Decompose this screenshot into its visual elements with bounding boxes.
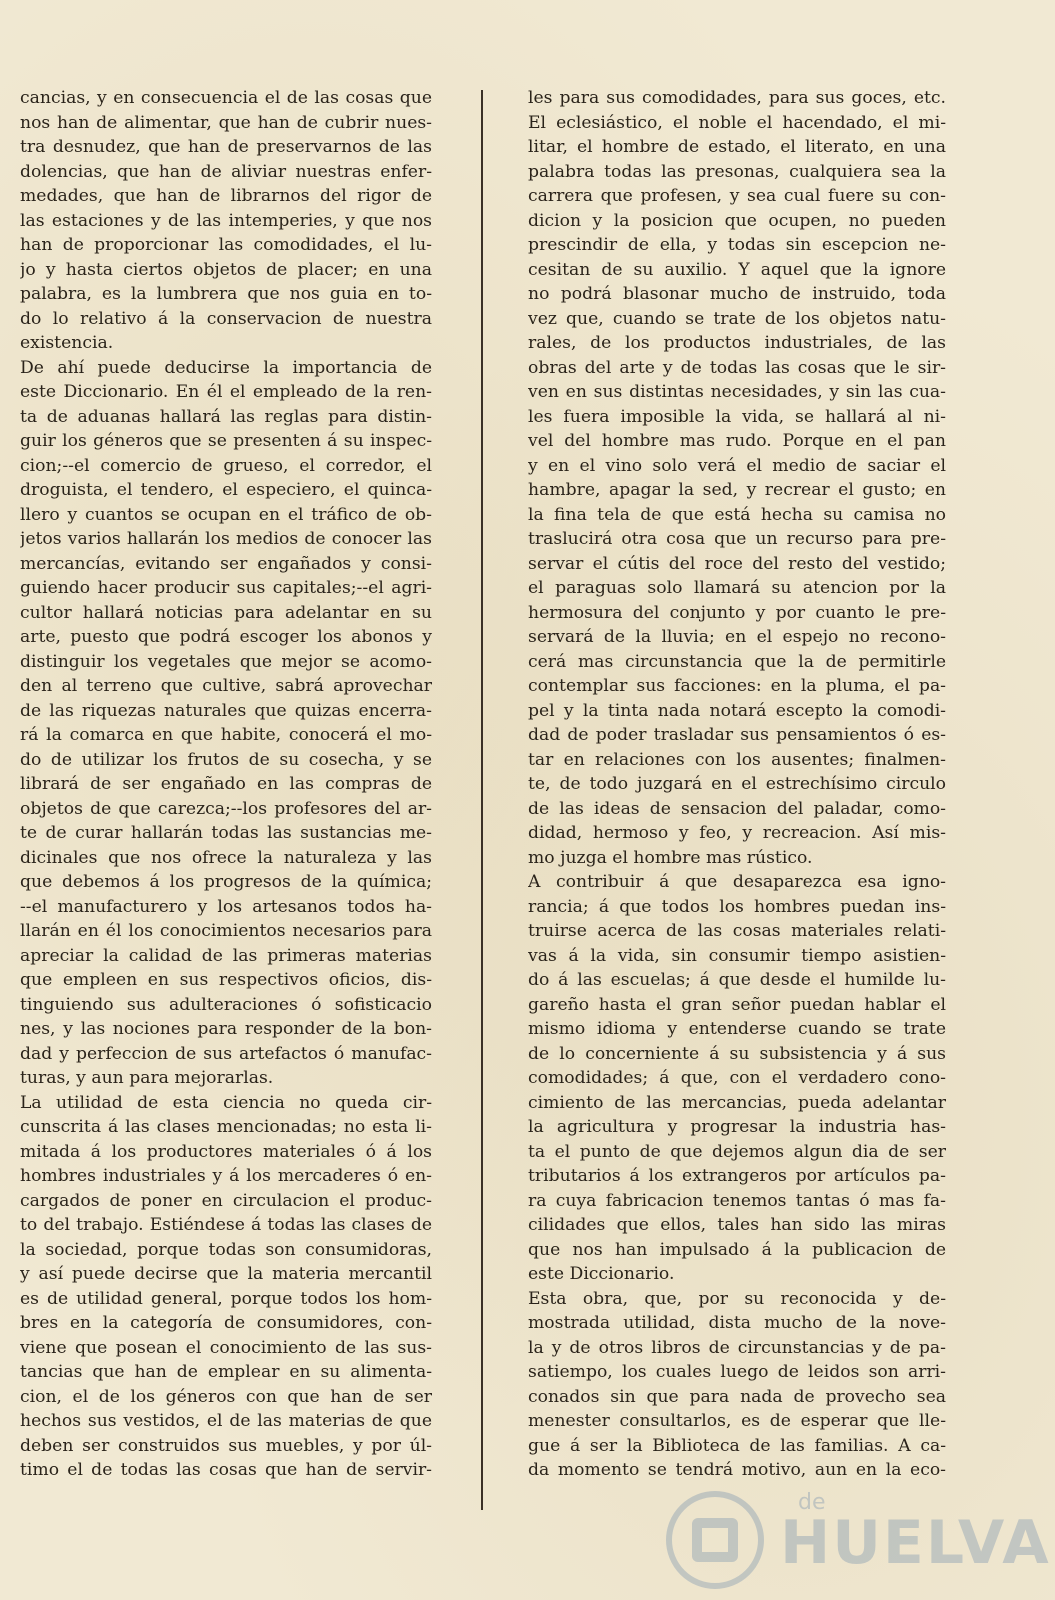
text-line: y así puede decirse que la materia mercantil: [20, 1264, 432, 1284]
text-line: librará de ser engañado en las compras de: [20, 774, 432, 794]
text-line: hambre, apagar la sed, y recrear el gusto; en: [528, 480, 946, 500]
text-line: llarán en él los conocimientos necesarios para: [20, 921, 432, 941]
text-line: dicinales que nos ofrece la naturaleza y las: [20, 847, 432, 868]
text-line: De ahí puede deducirse la importancia de: [20, 357, 432, 378]
text-column-left: [20, 86, 432, 1483]
text-line: vas á la vida, sin consumir tiempo asistien-: [528, 945, 946, 966]
text-line: rá la comarca en que habite, conocerá el mo-: [20, 725, 432, 745]
text-line: y en el vino solo verá el medio de saciar el: [528, 455, 946, 476]
text-line: cancias, y en consecuencia el de las cosas que: [20, 88, 432, 108]
text-line: llero y cuantos se ocupan en el tráfico de ob-: [20, 504, 432, 525]
text-line: el paraguas solo llamará su atencion por la: [528, 578, 946, 598]
text-line: que empleen en sus respectivos oficios, dis-: [20, 970, 432, 990]
text-line: jo y hasta ciertos objetos de placer; en una: [20, 259, 432, 280]
text-line: prescindir de ella, y todas sin escepcion ne-: [528, 235, 946, 255]
text-line: existencia.: [20, 333, 114, 353]
text-line: este Diccionario.: [528, 1264, 675, 1284]
text-line: ta el punto de que dejemos algun dia de ser: [528, 1141, 946, 1162]
text-line: rales, de los productos industriales, de las: [528, 333, 946, 353]
text-line: --el manufacturero y los artesanos todos ha-: [20, 896, 432, 917]
text-line: cultor hallará noticias para adelantar en su: [20, 602, 432, 623]
text-line: dad y perfeccion de sus artefactos ó manufac-: [20, 1043, 432, 1064]
text-line: menester consultarlos, es de esperar que lle-: [528, 1411, 946, 1431]
text-line: ven en sus distintas necesidades, y sin las cua-: [528, 382, 946, 402]
text-line: conados sin que para nada de provecho sea: [528, 1386, 946, 1407]
text-line: dolencias, que han de aliviar nuestras enfer-: [20, 161, 432, 182]
text-line: do lo relativo á la conservacion de nuestra: [20, 308, 432, 329]
library-watermark: [650, 1490, 1051, 1590]
text-line: didad, hermoso y feo, y recreacion. Así mis-: [528, 823, 946, 843]
text-line: de lo concerniente á su subsistencia y á sus: [528, 1043, 946, 1064]
column-divider: [481, 90, 483, 1510]
text-line: servar el cútis del roce del resto del vestido;: [528, 553, 946, 574]
text-line: cesitan de su auxilio. Y aquel que la ignore: [528, 259, 946, 280]
text-line: la fina tela de que está hecha su camisa no: [528, 504, 946, 525]
text-line: tinguiendo sus adulteraciones ó sofisticacio: [20, 994, 432, 1015]
text-line: mitada á los productores materiales ó á los: [20, 1141, 432, 1162]
text-line: La utilidad de esta ciencia no queda cir-: [20, 1092, 432, 1113]
text-line: den al terreno que cultive, sabrá aprovechar: [20, 676, 432, 696]
text-line: les fuera imposible la vida, se hallará al ni-: [528, 406, 946, 427]
text-line: cion;--el comercio de grueso, el corredor, el: [20, 455, 432, 476]
watermark-text: HUELVA: [780, 1508, 1051, 1578]
text-line: mostrada utilidad, dista mucho de la nove-: [528, 1313, 946, 1333]
text-line: han de proporcionar las comodidades, el lu-: [20, 235, 432, 255]
text-line: timo el de todas las cosas que han de servir-: [20, 1460, 432, 1480]
text-line: A contribuir á que desaparezca esa igno-: [528, 872, 946, 892]
text-line: mo juzga el hombre mas rústico.: [528, 847, 813, 868]
text-line: droguista, el tendero, el especiero, el quinca-: [20, 480, 432, 500]
seal-icon: [660, 1490, 770, 1590]
text-line: comodidades; á que, con el verdadero cono-: [528, 1068, 946, 1088]
text-line: litar, el hombre de estado, el literato, en una: [528, 137, 946, 157]
text-line: guiendo hacer producir sus capitales;--el agri-: [20, 578, 432, 598]
text-line: Esta obra, que, por su reconocida y de-: [528, 1288, 946, 1309]
text-line: ra cuya fabricacion tenemos tantas ó mas fa-: [528, 1190, 946, 1211]
text-line: este Diccionario. En él el empleado de la ren-: [20, 382, 432, 402]
text-line: jetos varios hallarán los medios de conocer las: [20, 529, 432, 549]
text-line: turas, y aun para mejorarlas.: [20, 1068, 274, 1088]
text-line: es de utilidad general, porque todos los hom-: [20, 1288, 432, 1309]
text-line: obras del arte y de todas las cosas que le sir-: [528, 357, 946, 378]
watermark-small-text: de: [798, 1490, 826, 1515]
text-line: truirse acerca de las cosas materiales relati-: [528, 921, 946, 941]
text-line: satiempo, los cuales luego de leidos son arri-: [528, 1362, 946, 1382]
text-line: tra desnudez, que han de preservarnos de las: [20, 137, 432, 157]
text-line: gareño hasta el gran señor puedan hablar el: [528, 994, 946, 1015]
text-line: no podrá blasonar mucho de instruido, toda: [528, 284, 946, 304]
text-line: les para sus comodidades, para sus goces, etc.: [528, 88, 946, 108]
text-line: hermosura del conjunto y por cuanto le pre-: [528, 602, 946, 623]
text-line: la sociedad, porque todas son consumidoras,: [20, 1239, 432, 1260]
text-line: cimiento de las mercancias, pueda adelantar: [528, 1092, 946, 1113]
text-line: ta de aduanas hallará las reglas para distin-: [20, 406, 432, 427]
text-line: cilidades que ellos, tales han sido las miras: [528, 1215, 946, 1235]
text-line: arte, puesto que podrá escoger los abonos y: [20, 627, 432, 647]
text-line: mismo idioma y entenderse cuando se trate: [528, 1019, 946, 1039]
text-line: viene que posean el conocimiento de las sus-: [20, 1337, 432, 1358]
text-line: carrera que profesen, y sea cual fuere su con-: [528, 186, 946, 206]
text-line: medades, que han de librarnos del rigor de: [20, 186, 432, 206]
text-line: palabra todas las presonas, cualquiera sea la: [528, 161, 946, 182]
text-line: te, de todo juzgará en el estrechísimo circulo: [528, 774, 946, 794]
text-line: distinguir los vegetales que mejor se acomo-: [20, 651, 432, 672]
text-line: do de utilizar los frutos de su cosecha, y se: [20, 749, 432, 770]
text-line: da momento se tendrá motivo, aun en la eco-: [528, 1460, 946, 1480]
text-line: tancias que han de emplear en su alimenta-: [20, 1362, 432, 1382]
text-line: dad de poder trasladar sus pensamientos ó es-: [528, 725, 946, 745]
text-line: El eclesiástico, el noble el hacendado, el mi-: [528, 112, 946, 133]
text-line: mercancías, evitando ser engañados y consi-: [20, 553, 432, 574]
text-line: to del trabajo. Estiéndese á todas las clases de: [20, 1215, 432, 1235]
text-line: contemplar sus facciones: en la pluma, el pa-: [528, 676, 946, 696]
text-line: palabra, es la lumbrera que nos guia en to-: [20, 284, 432, 304]
text-line: deben ser construidos sus muebles, y por úl-: [20, 1435, 432, 1456]
text-line: apreciar la calidad de las primeras materias: [20, 945, 432, 966]
text-line: bres en la categoría de consumidores, con-: [20, 1313, 432, 1333]
text-line: vez que, cuando se trate de los objetos natu-: [528, 308, 946, 329]
text-line: cerá mas circunstancia que la de permitirle: [528, 651, 946, 672]
text-line: cion, el de los géneros con que han de ser: [20, 1386, 432, 1407]
text-line: que nos han impulsado á la publicacion de: [528, 1239, 946, 1260]
text-line: rancia; á que todos los hombres puedan ins-: [528, 896, 946, 917]
text-line: que debemos á los progresos de la química;: [20, 872, 432, 892]
text-line: cargados de poner en circulacion el produc-: [20, 1190, 432, 1211]
text-line: gue á ser la Biblioteca de las familias. A ca-: [528, 1435, 946, 1456]
text-line: dicion y la posicion que ocupen, no pueden: [528, 210, 946, 231]
text-line: do á las escuelas; á que desde el humilde lu-: [528, 970, 946, 990]
text-line: de las riquezas naturales que quizas encerra-: [20, 700, 432, 721]
text-line: objetos de que carezca;--los profesores del ar-: [20, 798, 432, 819]
text-line: las estaciones y de las intemperies, y que nos: [20, 210, 432, 231]
text-line: guir los géneros que se presenten á su inspec-: [20, 431, 432, 451]
text-line: nos han de alimentar, que han de cubrir nues-: [20, 112, 432, 133]
text-line: la agricultura y progresar la industria has-: [528, 1117, 946, 1137]
text-line: cunscrita á las clases mencionadas; no esta li-: [20, 1117, 432, 1137]
text-line: traslucirá otra cosa que un recurso para pre-: [528, 529, 946, 549]
text-line: tar en relaciones con los ausentes; finalmen-: [528, 749, 946, 770]
text-line: nes, y las nociones para responder de la bon-: [20, 1019, 432, 1039]
text-line: hechos sus vestidos, el de las materias de que: [20, 1411, 432, 1431]
text-line: la y de otros libros de circunstancias y de pa-: [528, 1337, 946, 1358]
text-line: vel del hombre mas rudo. Porque en el pan: [528, 431, 946, 451]
text-line: servará de la lluvia; en el espejo no recono-: [528, 627, 946, 647]
text-line: hombres industriales y á los mercaderes ó en-: [20, 1166, 432, 1186]
text-line: de las ideas de sensacion del paladar, como-: [528, 798, 946, 819]
text-line: tributarios á los extrangeros por artículos pa-: [528, 1166, 946, 1186]
text-line: te de curar hallarán todas las sustancias me-: [20, 823, 432, 843]
text-line: pel y la tinta nada notará escepto la comodi-: [528, 700, 946, 721]
text-column-right: [528, 86, 946, 1483]
